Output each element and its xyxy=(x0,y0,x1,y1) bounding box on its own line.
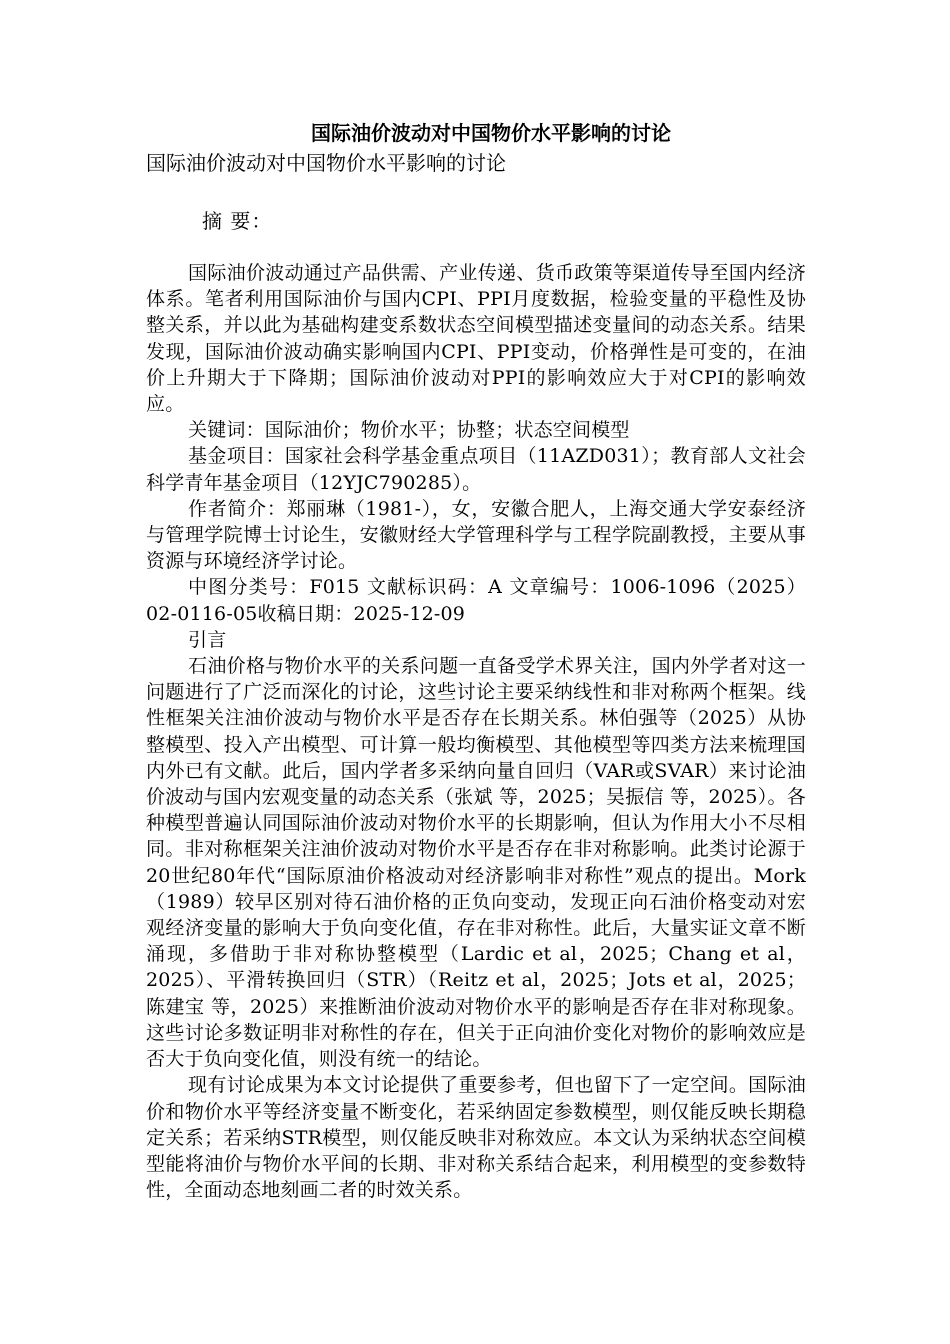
abstract-text: 国际油价波动通过产品供需、产业传递、货币政策等渠道传导至国内经济体系。笔者利用国际油价与国内CPI、PPI月度数据，检验变量的平稳性及协整关系，并以此为基础构建变系数状态空间模型描述变量间的动态关系。结果发现，国际油价波动确实影响国内CPI、PPI变动，价格弹性是可变的，在油价上升期大于下降期；国际油价波动对PPI的影响效应大于对CPI的影响效应。 xyxy=(146,262,806,416)
author-info: 作者简介：郑丽琳（1981-），女，安徽合肥人，上海交通大学安泰经济与管理学院博士讨论生，安徽财经大学管理科学与工程学院副教授，主要从事资源与环境经济学讨论。 xyxy=(146,497,806,573)
intro-paragraph-2: 现有讨论成果为本文讨论提供了重要参考，但也留下了一定空间。国际油价和物价水平等经济变量不断变化，若采纳固定参数模型，则仅能反映长期稳定关系；若采纳STR模型，则仅能反映非对称效应。本文认为采纳状态空间模型能将油价与物价水平间的长期、非对称关系结合起来，利用模型的变参数特性，全面动态地刻画二者的时效关系。 xyxy=(146,1074,806,1202)
document-subtitle: 国际油价波动对中国物价水平影响的讨论 xyxy=(146,151,506,175)
intro-heading: 引言 xyxy=(188,628,227,651)
intro-paragraph-1: 石油价格与物价水平的关系问题一直备受学术界关注，国内外学者对这一问题进行了广泛而深化的讨论，这些讨论主要采纳线性和非对称两个框架。线性框架关注油价波动与物价水平是否存在长期关系。林伯强等（2025）从协整模型、投入产出模型、可计算一般均衡模型、其他模型等四类方法来梳理国内外已有文献。此后，国内学者多采纳向量自回归（VAR或SVAR）来讨论油价波动与国内宏观变量的动态关系（张斌 等，2025；吴振信 等，2025）。各种模型普遍认同国际油价波动对物价水平的长期影响，但认为作用大小不尽相同。非对称框架关注油价波动对物价水平是否存在非对称影响。此类讨论源于20世纪80年代“国际原油价格波动对经济影响非对称性”观点的提出。Mork（1989）较早区别对待石油价格的正负向变动，发现正向石油价格变动对宏观经济变量的影响大于负向变化值，存在非对称性。此后，大量实证文章不断涌现，多借助于非对称协整模型（Lardic et al，2025；Chang et al，2025）、平滑转换回归（STR）（Reitz et al，2025；Jots et al，2025；陈建宝 等，2025）来推断油价波动对物价水平的影响是否存在非对称现象。这些讨论多数证明非对称性的存在，但关于正向油价变化对物价的影响效应是否大于负向变化值，则没有统一的结论。 xyxy=(146,655,806,1071)
abstract-heading: 摘 要： xyxy=(202,209,273,233)
document-title: 国际油价波动对中国物价水平影响的讨论 xyxy=(311,121,671,145)
keywords: 关键词：国际油价；物价水平；协整；状态空间模型 xyxy=(188,419,630,442)
document-page xyxy=(146,118,806,1203)
funding-info: 基金项目：国家社会科学基金重点项目（11AZD031）；教育部人文社会科学青年基金项目（12YJC790285）。 xyxy=(146,445,806,494)
classification-info: 中图分类号：F015 文献标识码：A 文章编号：1006-1096（2025）02-0116-05收稿日期：2025-12-09 xyxy=(146,576,806,625)
